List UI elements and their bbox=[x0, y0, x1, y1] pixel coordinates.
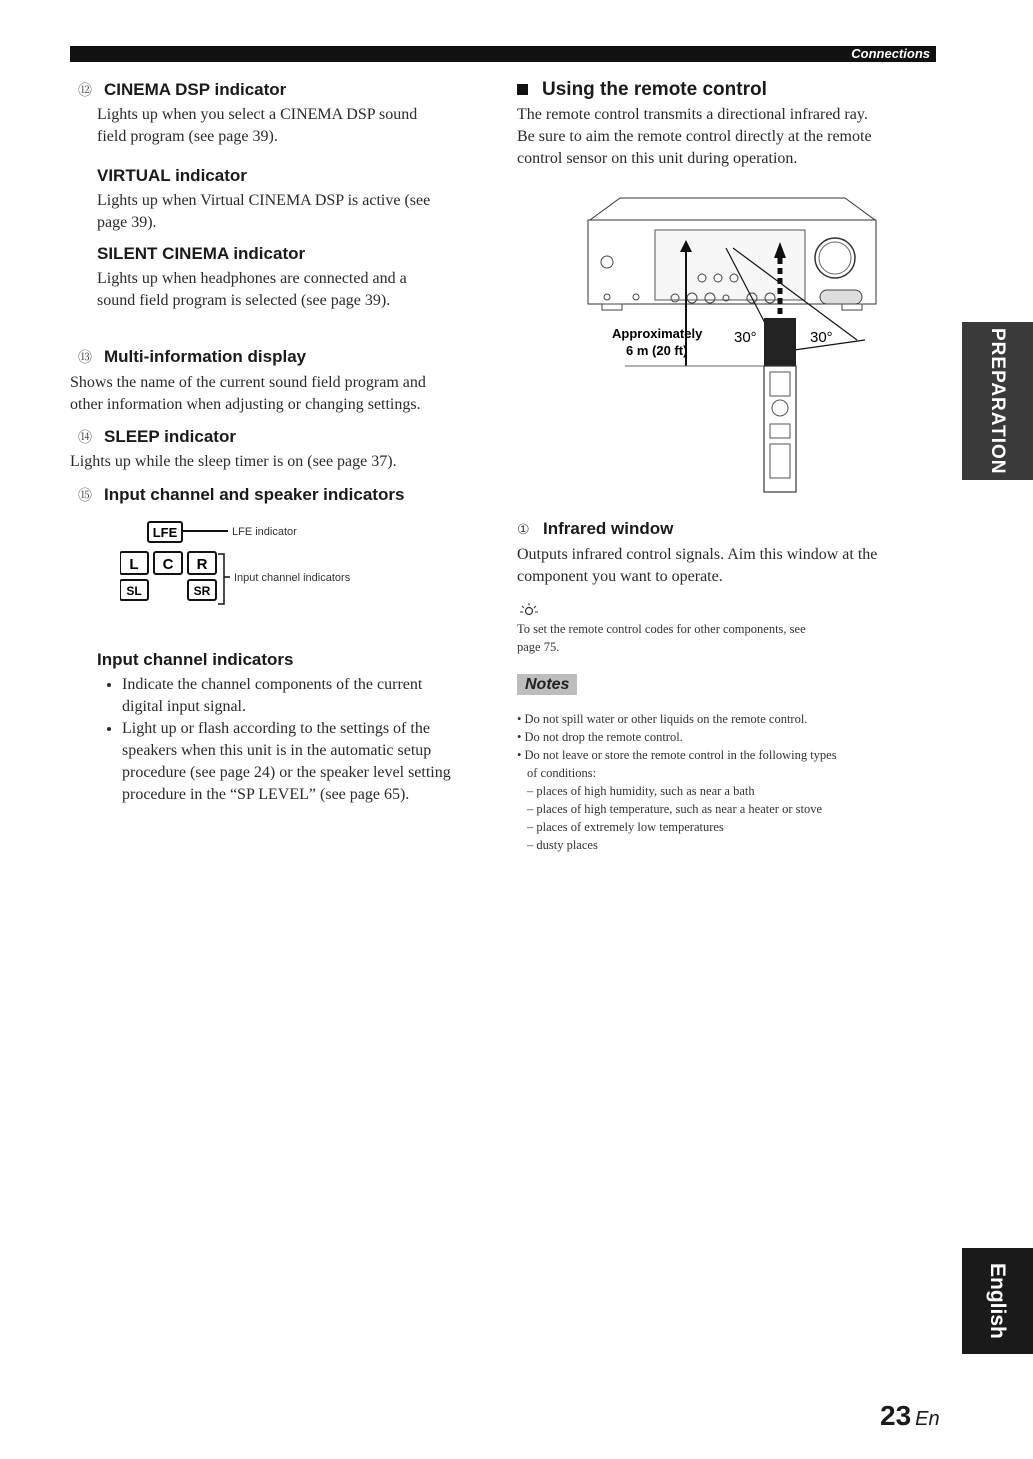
note-item: – places of high temperature, such as near a heater or stove bbox=[527, 802, 823, 816]
distance-label-2: 6 m (20 ft) bbox=[626, 343, 688, 358]
preparation-tab: PREPARATION bbox=[962, 322, 1033, 480]
input-indicators-list bbox=[104, 674, 494, 806]
header-bar bbox=[70, 46, 936, 62]
channel-sr: SR bbox=[193, 584, 211, 598]
notes-badge bbox=[517, 676, 577, 694]
lfe-box-text: LFE bbox=[152, 525, 178, 540]
input-label: Input channel indicators bbox=[234, 572, 351, 584]
indicator-diagram bbox=[120, 518, 420, 610]
input-bracket bbox=[218, 554, 224, 604]
distance-label-1: Approximately bbox=[612, 326, 703, 341]
note-item: – places of high humidity, such as near a bath bbox=[527, 784, 755, 798]
angle-left: 30° bbox=[734, 329, 757, 346]
silent-cinema-heading: SILENT CINEMA indicator bbox=[97, 244, 306, 263]
remote-section-heading: Using the remote control bbox=[517, 79, 767, 101]
multi-info-heading: ⑬ Multi-information display bbox=[78, 347, 307, 366]
infrared-heading: ① Infrared window bbox=[517, 519, 674, 538]
receiver-foot bbox=[602, 304, 622, 310]
bullet-1: • Indicate the channel components of the current digital input signal. bbox=[122, 674, 494, 718]
cinema-dsp-text: Lights up when you select a CINEMA DSP sound field program (see page 39). bbox=[97, 106, 418, 145]
notes-label: Notes bbox=[517, 674, 577, 695]
infrared-text: Outputs infrared control signals. Aim this window at the component you want to operate. bbox=[517, 546, 878, 585]
remote-figure bbox=[530, 190, 930, 500]
virtual-heading: VIRTUAL indicator bbox=[97, 166, 247, 185]
cinema-dsp-heading: ⑫ CINEMA DSP indicator bbox=[78, 80, 287, 99]
virtual-text: Lights up when Virtual CINEMA DSP is active (see page 39). bbox=[97, 192, 431, 231]
input-channel-heading: ⑮ Input channel and speaker indicators bbox=[78, 485, 405, 504]
note-item: • Do not spill water or other liquids on the remote control. bbox=[517, 712, 808, 726]
silent-cinema-text: Lights up when headphones are connected and a sound field program is selected (see page 39). bbox=[97, 270, 407, 309]
receiver-foot bbox=[842, 304, 862, 310]
input-indicators-heading: Input channel indicators bbox=[97, 650, 294, 669]
receiver-top bbox=[590, 198, 875, 220]
channel-sl: SL bbox=[126, 584, 142, 598]
angle-right: 30° bbox=[810, 329, 833, 346]
sleep-text: Lights up while the sleep timer is on (see page 37). bbox=[70, 453, 397, 470]
tip-lightbulb-icon bbox=[518, 602, 540, 618]
channel-l: L bbox=[129, 556, 139, 573]
channel-r: R bbox=[196, 556, 208, 573]
note-item: • Do not leave or store the remote control in the following types bbox=[517, 748, 837, 762]
remote-head bbox=[764, 318, 796, 366]
square-bullet-icon bbox=[517, 84, 528, 95]
notes-list bbox=[517, 710, 937, 854]
remote-body bbox=[764, 366, 796, 492]
page-number: 23 En bbox=[880, 1400, 940, 1431]
note-item: – places of extremely low temperatures bbox=[527, 820, 724, 834]
remote-intro: The remote control transmits a directional infrared ray. Be sure to aim the remote control directly at the remote control sensor on this unit during operation. bbox=[517, 106, 872, 167]
tip-text: To set the remote control codes for other components, see page 75. bbox=[517, 622, 806, 654]
sleep-heading: ⑭ SLEEP indicator bbox=[78, 427, 236, 446]
note-item: of conditions: bbox=[527, 766, 597, 780]
input-selector-icon bbox=[820, 290, 862, 304]
note-item: – dusty places bbox=[527, 838, 598, 852]
note-item: • Do not drop the remote control. bbox=[517, 730, 683, 744]
multi-info-text: Shows the name of the current sound field program and other information when adjusting or changing settings. bbox=[70, 374, 426, 413]
english-tab: English bbox=[962, 1248, 1033, 1354]
channel-c: C bbox=[162, 556, 174, 573]
lfe-label: LFE indicator bbox=[232, 526, 297, 538]
section-title: Connections bbox=[851, 46, 930, 61]
bullet-2: • Light up or flash according to the settings of the speakers when this unit is in the automatic setup procedure (see page 24) or the speaker level setting procedure in the “SP LEVEL” (see page 65). bbox=[122, 718, 494, 806]
